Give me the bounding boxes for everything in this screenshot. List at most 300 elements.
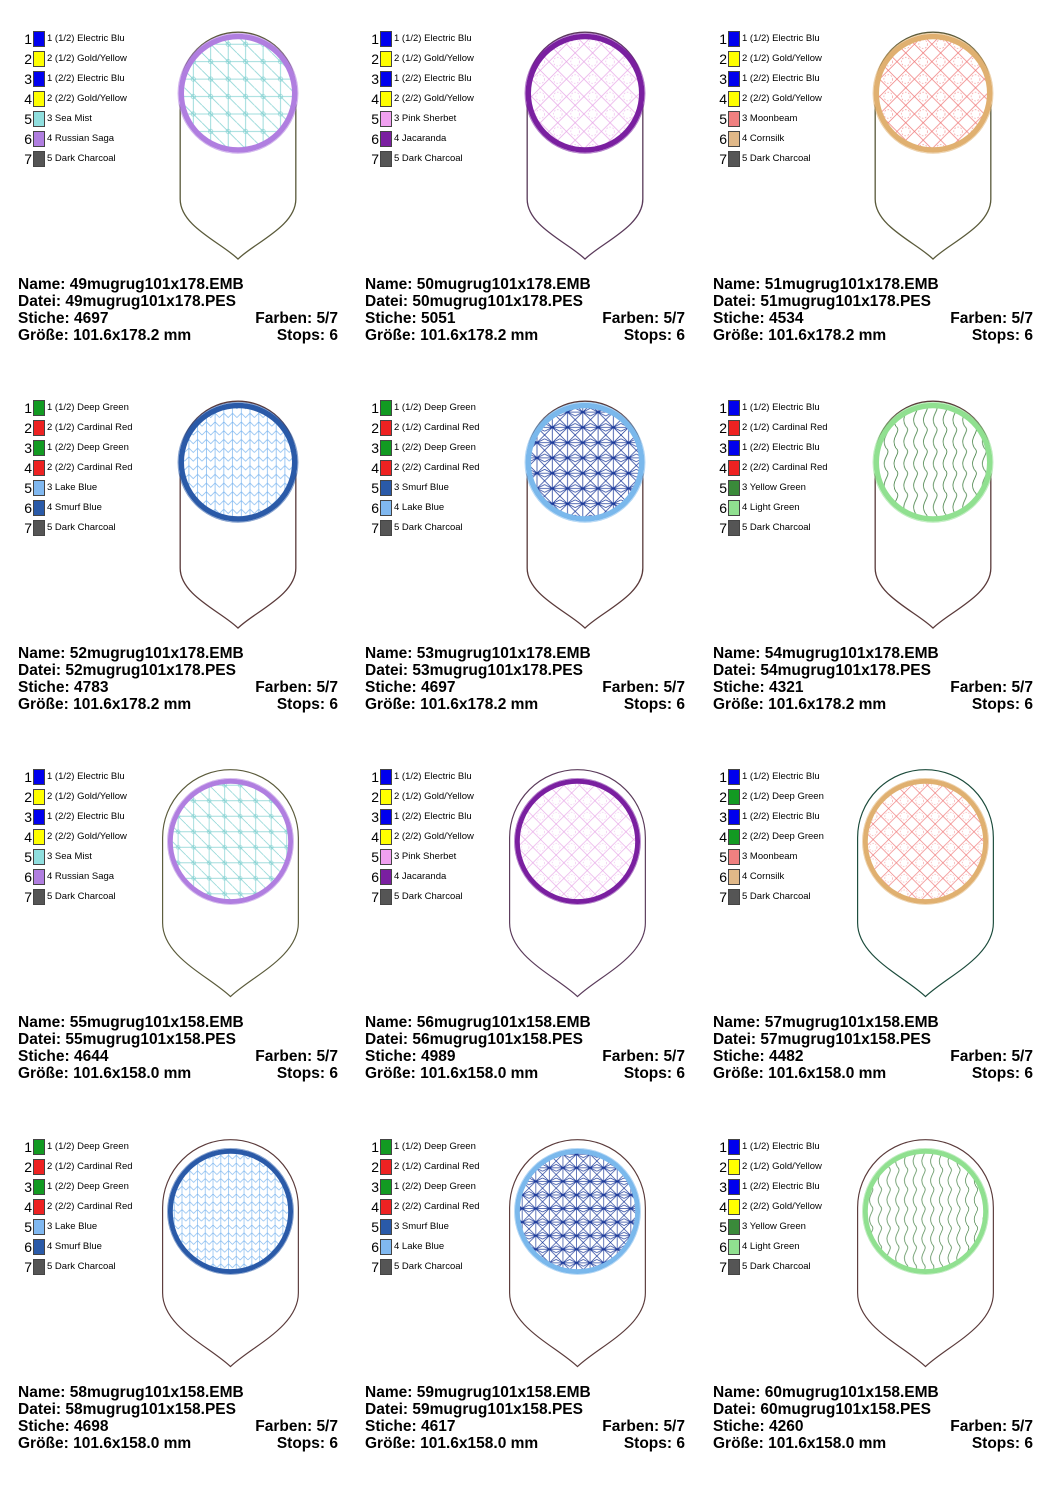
thread-color-label: 5 Dark Charcoal <box>394 891 463 902</box>
design-file-field <box>18 1401 236 1418</box>
thread-color-label: 2 (2/2) Gold/Yellow <box>394 93 474 104</box>
thread-number: 1 <box>371 769 379 785</box>
thread-color-label: 2 (1/2) Cardinal Red <box>394 1161 480 1172</box>
stitch-count-label: Stiche: <box>18 679 70 696</box>
thread-color-list <box>717 1138 837 1278</box>
thread-color-swatch <box>380 460 392 476</box>
thread-color-swatch <box>33 440 45 456</box>
color-count-value: 5/7 <box>316 1418 338 1435</box>
thread-color-item <box>369 419 489 439</box>
thread-color-swatch <box>728 1139 740 1155</box>
thread-color-item <box>22 848 142 868</box>
thread-number: 1 <box>24 400 32 416</box>
thread-color-item <box>717 1218 837 1238</box>
design-file-value: 56mugrug101x158.PES <box>412 1031 583 1048</box>
thread-number: 5 <box>371 849 379 865</box>
info-line <box>18 679 338 696</box>
thread-color-swatch <box>380 440 392 456</box>
design-file-label: Datei: <box>18 293 62 310</box>
thread-color-label: 1 (2/2) Deep Green <box>394 442 476 453</box>
design-card <box>713 399 1053 759</box>
thread-color-swatch <box>33 789 45 805</box>
thread-color-swatch <box>33 1179 45 1195</box>
design-name-field <box>713 1014 939 1031</box>
stitch-count-label: Stiche: <box>365 1048 417 1065</box>
thread-color-swatch <box>380 1259 392 1275</box>
info-line <box>713 1435 1033 1452</box>
thread-color-item <box>369 110 489 130</box>
thread-number: 7 <box>24 151 32 167</box>
thread-color-item <box>369 1218 489 1238</box>
design-file-field <box>365 293 583 310</box>
info-line <box>365 1031 685 1048</box>
thread-color-label: 2 (1/2) Gold/Yellow <box>742 53 822 64</box>
thread-number: 1 <box>719 400 727 416</box>
thread-color-label: 2 (2/2) Cardinal Red <box>394 1201 480 1212</box>
design-file-label: Datei: <box>18 662 62 679</box>
design-card <box>713 30 1053 390</box>
thread-color-label: 4 Light Green <box>742 502 800 513</box>
thread-color-item <box>22 50 142 70</box>
thread-color-item <box>717 90 837 110</box>
stitch-count-field <box>713 1418 803 1435</box>
color-count-value: 5/7 <box>316 1048 338 1065</box>
thread-color-list <box>22 768 142 908</box>
color-count-value: 5/7 <box>663 1418 685 1435</box>
thread-number: 1 <box>371 1139 379 1155</box>
design-file-field <box>365 1401 583 1418</box>
thread-color-label: 4 Cornsilk <box>742 871 785 882</box>
stitch-count-label: Stiche: <box>18 1418 70 1435</box>
thread-number: 6 <box>719 131 727 147</box>
thread-number: 4 <box>24 829 32 845</box>
stop-count-label: Stops: <box>971 696 1021 713</box>
thread-number: 1 <box>719 31 727 47</box>
info-line <box>18 293 338 310</box>
thread-color-label: 1 (1/2) Electric Blu <box>742 1141 820 1152</box>
thread-color-label: 4 Russian Saga <box>47 871 115 882</box>
thread-color-item <box>369 1258 489 1278</box>
thread-color-item <box>22 90 142 110</box>
info-line <box>18 1031 338 1048</box>
design-file-label: Datei: <box>365 1401 409 1418</box>
stitch-count-value: 4698 <box>74 1418 109 1435</box>
thread-number: 7 <box>371 1259 379 1275</box>
design-info <box>365 1384 685 1452</box>
thread-color-label: 1 (1/2) Electric Blu <box>742 33 820 44</box>
design-name-value: 60mugrug101x158.EMB <box>764 1384 939 1401</box>
design-size-label: Größe: <box>365 696 416 713</box>
design-size-field <box>365 696 538 713</box>
design-info <box>18 1014 338 1082</box>
thread-color-swatch <box>33 51 45 67</box>
info-line <box>365 293 685 310</box>
info-line <box>713 662 1033 679</box>
thread-number: 3 <box>371 1179 379 1195</box>
design-file-value: 53mugrug101x178.PES <box>412 662 583 679</box>
thread-color-item <box>22 130 142 150</box>
design-info <box>18 1384 338 1452</box>
info-line <box>18 696 338 713</box>
thread-color-item <box>717 1198 837 1218</box>
thread-color-label: 1 (2/2) Deep Green <box>394 1181 476 1192</box>
thread-color-label: 2 (1/2) Gold/Yellow <box>742 1161 822 1172</box>
design-name-label: Name: <box>18 1384 66 1401</box>
thread-color-item <box>369 768 489 788</box>
thread-number: 5 <box>371 1219 379 1235</box>
thread-number: 5 <box>719 111 727 127</box>
design-name-label: Name: <box>18 645 66 662</box>
thread-number: 2 <box>371 789 379 805</box>
design-size-value: 101.6x178.2 mm <box>73 696 192 713</box>
thread-color-label: 2 (1/2) Cardinal Red <box>47 1161 133 1172</box>
info-line <box>18 310 338 327</box>
thread-number: 2 <box>24 1159 32 1175</box>
design-file-value: 60mugrug101x158.PES <box>760 1401 931 1418</box>
thread-number: 2 <box>719 1159 727 1175</box>
info-line <box>18 662 338 679</box>
design-size-label: Größe: <box>365 1065 416 1082</box>
thread-number: 6 <box>24 869 32 885</box>
stitch-count-field <box>365 1048 455 1065</box>
stop-count-label: Stops: <box>276 1435 326 1452</box>
stop-count-field <box>972 1065 1033 1082</box>
stop-count-field <box>277 327 338 344</box>
stop-count-value: 6 <box>329 1435 338 1452</box>
thread-color-swatch <box>728 869 740 885</box>
design-size-value: 101.6x158.0 mm <box>768 1065 887 1082</box>
design-file-label: Datei: <box>713 1031 757 1048</box>
color-count-field <box>602 310 685 327</box>
thread-color-swatch <box>728 1259 740 1275</box>
design-info <box>713 276 1033 344</box>
thread-number: 2 <box>371 420 379 436</box>
design-name-value: 50mugrug101x178.EMB <box>416 276 591 293</box>
color-count-label: Farben: <box>255 1418 313 1435</box>
thread-color-label: 2 (2/2) Deep Green <box>742 831 824 842</box>
thread-color-label: 3 Sea Mist <box>47 113 92 124</box>
thread-color-item <box>717 439 837 459</box>
thread-number: 3 <box>24 71 32 87</box>
design-size-label: Größe: <box>18 1065 69 1082</box>
design-file-field <box>365 662 583 679</box>
design-card <box>18 399 358 759</box>
design-name-value: 52mugrug101x178.EMB <box>69 645 244 662</box>
thread-color-item <box>22 828 142 848</box>
info-line <box>18 1384 338 1401</box>
thread-color-label: 5 Dark Charcoal <box>47 153 116 164</box>
thread-color-swatch <box>33 889 45 905</box>
thread-color-swatch <box>380 869 392 885</box>
thread-color-swatch <box>33 500 45 516</box>
design-preview <box>845 768 1005 1008</box>
color-count-field <box>950 679 1033 696</box>
stop-count-field <box>624 1065 685 1082</box>
thread-color-label: 5 Dark Charcoal <box>394 153 463 164</box>
thread-number: 6 <box>719 1239 727 1255</box>
thread-color-swatch <box>380 31 392 47</box>
design-file-label: Datei: <box>365 293 409 310</box>
thread-color-label: 1 (2/2) Electric Blu <box>394 73 472 84</box>
thread-number: 5 <box>371 111 379 127</box>
thread-color-item <box>369 150 489 170</box>
design-preview <box>845 1138 1005 1378</box>
thread-color-swatch <box>728 500 740 516</box>
thread-number: 7 <box>24 520 32 536</box>
thread-color-label: 4 Smurf Blue <box>47 1241 102 1252</box>
info-line <box>713 1014 1033 1031</box>
thread-number: 7 <box>371 151 379 167</box>
stitch-count-field <box>365 679 455 696</box>
thread-color-swatch <box>33 131 45 147</box>
thread-number: 4 <box>24 460 32 476</box>
stop-count-label: Stops: <box>276 327 326 344</box>
design-preview <box>505 399 665 639</box>
design-name-label: Name: <box>713 1384 761 1401</box>
thread-color-label: 1 (1/2) Electric Blu <box>394 33 472 44</box>
thread-color-swatch <box>728 91 740 107</box>
thread-color-label: 3 Pink Sherbet <box>394 851 457 862</box>
thread-color-item <box>717 888 837 908</box>
thread-color-item <box>717 70 837 90</box>
stop-count-value: 6 <box>329 327 338 344</box>
thread-number: 7 <box>371 889 379 905</box>
thread-color-swatch <box>728 420 740 436</box>
color-count-label: Farben: <box>950 310 1008 327</box>
thread-number: 5 <box>719 849 727 865</box>
info-line <box>365 327 685 344</box>
thread-number: 7 <box>719 520 727 536</box>
thread-color-item <box>22 888 142 908</box>
design-file-value: 57mugrug101x158.PES <box>760 1031 931 1048</box>
info-line <box>365 1048 685 1065</box>
thread-color-label: 4 Cornsilk <box>742 133 785 144</box>
design-file-field <box>365 1031 583 1048</box>
info-line <box>365 1384 685 1401</box>
stitch-count-field <box>713 310 803 327</box>
color-count-field <box>950 1048 1033 1065</box>
thread-color-item <box>22 30 142 50</box>
design-size-label: Größe: <box>713 1435 764 1452</box>
design-size-field <box>18 1065 191 1082</box>
design-size-field <box>18 1435 191 1452</box>
thread-color-swatch <box>33 869 45 885</box>
design-size-value: 101.6x178.2 mm <box>768 696 887 713</box>
thread-number: 2 <box>719 51 727 67</box>
stitch-count-value: 4644 <box>74 1048 109 1065</box>
stitch-count-label: Stiche: <box>365 310 417 327</box>
color-count-label: Farben: <box>950 1418 1008 1435</box>
thread-color-swatch <box>728 131 740 147</box>
thread-color-item <box>22 1178 142 1198</box>
thread-number: 6 <box>371 131 379 147</box>
design-name-label: Name: <box>713 645 761 662</box>
color-count-value: 5/7 <box>1011 1418 1033 1435</box>
color-count-field <box>602 1048 685 1065</box>
thread-number: 3 <box>24 440 32 456</box>
thread-number: 4 <box>719 1199 727 1215</box>
thread-color-item <box>717 828 837 848</box>
design-info <box>713 1384 1033 1452</box>
stitch-count-label: Stiche: <box>18 310 70 327</box>
thread-color-label: 4 Jacaranda <box>394 871 447 882</box>
stitch-count-value: 4534 <box>769 310 804 327</box>
thread-color-item <box>369 1138 489 1158</box>
thread-color-swatch <box>380 1239 392 1255</box>
thread-color-item <box>717 50 837 70</box>
info-line <box>713 1048 1033 1065</box>
thread-color-swatch <box>380 111 392 127</box>
thread-color-label: 2 (2/2) Gold/Yellow <box>47 93 127 104</box>
stop-count-field <box>624 327 685 344</box>
thread-color-swatch <box>33 829 45 845</box>
stitch-count-field <box>713 679 803 696</box>
thread-number: 1 <box>24 1139 32 1155</box>
thread-color-item <box>369 1238 489 1258</box>
design-file-label: Datei: <box>713 1401 757 1418</box>
thread-color-label: 5 Dark Charcoal <box>394 522 463 533</box>
thread-color-swatch <box>33 1159 45 1175</box>
thread-color-swatch <box>33 420 45 436</box>
thread-color-label: 5 Dark Charcoal <box>742 891 811 902</box>
info-line <box>713 293 1033 310</box>
thread-number: 6 <box>24 1239 32 1255</box>
stop-count-value: 6 <box>329 696 338 713</box>
design-name-label: Name: <box>365 1014 413 1031</box>
design-name-label: Name: <box>713 1014 761 1031</box>
design-preview <box>158 30 318 270</box>
thread-color-label: 2 (2/2) Gold/Yellow <box>742 1201 822 1212</box>
thread-color-item <box>369 788 489 808</box>
stop-count-label: Stops: <box>623 1065 673 1082</box>
thread-color-swatch <box>728 480 740 496</box>
thread-number: 7 <box>24 889 32 905</box>
thread-color-item <box>369 848 489 868</box>
thread-color-list <box>22 399 142 539</box>
thread-color-swatch <box>728 809 740 825</box>
info-line <box>18 327 338 344</box>
info-line <box>365 645 685 662</box>
thread-color-label: 2 (1/2) Gold/Yellow <box>47 53 127 64</box>
thread-color-item <box>22 1138 142 1158</box>
design-size-field <box>713 327 886 344</box>
design-size-value: 101.6x178.2 mm <box>420 327 539 344</box>
info-line <box>18 1435 338 1452</box>
thread-number: 7 <box>719 889 727 905</box>
info-line <box>18 1048 338 1065</box>
color-count-label: Farben: <box>255 1048 313 1065</box>
design-name-value: 55mugrug101x158.EMB <box>69 1014 244 1031</box>
thread-number: 3 <box>719 71 727 87</box>
design-name-label: Name: <box>365 1384 413 1401</box>
thread-number: 2 <box>24 420 32 436</box>
color-count-label: Farben: <box>950 679 1008 696</box>
stitch-count-value: 4617 <box>421 1418 456 1435</box>
thread-number: 4 <box>371 460 379 476</box>
color-count-field <box>602 679 685 696</box>
thread-color-swatch <box>380 400 392 416</box>
thread-color-item <box>717 1238 837 1258</box>
thread-color-label: 2 (2/2) Cardinal Red <box>742 462 828 473</box>
thread-number: 7 <box>719 151 727 167</box>
thread-color-item <box>22 1258 142 1278</box>
thread-color-label: 1 (2/2) Electric Blu <box>47 811 125 822</box>
thread-color-item <box>717 1158 837 1178</box>
thread-number: 5 <box>24 111 32 127</box>
thread-color-swatch <box>728 769 740 785</box>
thread-color-swatch <box>33 151 45 167</box>
thread-color-item <box>22 150 142 170</box>
stop-count-field <box>277 1065 338 1082</box>
thread-color-item <box>717 130 837 150</box>
thread-color-swatch <box>728 789 740 805</box>
thread-number: 4 <box>371 1199 379 1215</box>
color-count-label: Farben: <box>950 1048 1008 1065</box>
design-card <box>18 768 358 1128</box>
thread-number: 3 <box>24 1179 32 1195</box>
info-line <box>713 679 1033 696</box>
thread-color-item <box>369 519 489 539</box>
thread-color-item <box>22 439 142 459</box>
thread-color-label: 1 (1/2) Electric Blu <box>742 771 820 782</box>
thread-color-swatch <box>380 420 392 436</box>
design-size-field <box>365 1435 538 1452</box>
design-card <box>365 399 705 759</box>
thread-number: 1 <box>719 769 727 785</box>
design-name-field <box>365 1384 591 1401</box>
stitch-count-label: Stiche: <box>713 310 765 327</box>
thread-color-swatch <box>33 480 45 496</box>
thread-color-swatch <box>380 809 392 825</box>
design-info <box>365 276 685 344</box>
thread-color-item <box>22 70 142 90</box>
thread-color-swatch <box>380 151 392 167</box>
color-count-value: 5/7 <box>663 310 685 327</box>
thread-color-swatch <box>728 1239 740 1255</box>
thread-color-label: 5 Dark Charcoal <box>47 522 116 533</box>
stitch-count-value: 4783 <box>74 679 109 696</box>
design-size-value: 101.6x158.0 mm <box>768 1435 887 1452</box>
info-line <box>713 645 1033 662</box>
stop-count-value: 6 <box>676 327 685 344</box>
thread-color-item <box>369 70 489 90</box>
thread-color-list <box>717 399 837 539</box>
design-name-field <box>365 1014 591 1031</box>
thread-number: 3 <box>371 809 379 825</box>
thread-color-label: 1 (2/2) Electric Blu <box>47 73 125 84</box>
design-name-label: Name: <box>365 276 413 293</box>
thread-color-item <box>369 399 489 419</box>
thread-number: 4 <box>371 91 379 107</box>
thread-color-item <box>717 1138 837 1158</box>
thread-color-swatch <box>380 1219 392 1235</box>
thread-color-item <box>369 1178 489 1198</box>
design-size-label: Größe: <box>365 327 416 344</box>
info-line <box>18 1065 338 1082</box>
design-file-label: Datei: <box>18 1401 62 1418</box>
color-count-value: 5/7 <box>316 310 338 327</box>
design-file-field <box>713 1031 931 1048</box>
stop-count-label: Stops: <box>623 327 673 344</box>
thread-number: 2 <box>24 51 32 67</box>
info-line <box>365 1065 685 1082</box>
stitch-count-field <box>365 1418 455 1435</box>
stitch-count-field <box>365 310 455 327</box>
stitch-count-value: 4697 <box>74 310 109 327</box>
thread-number: 6 <box>371 500 379 516</box>
thread-number: 3 <box>719 1179 727 1195</box>
thread-number: 5 <box>24 849 32 865</box>
